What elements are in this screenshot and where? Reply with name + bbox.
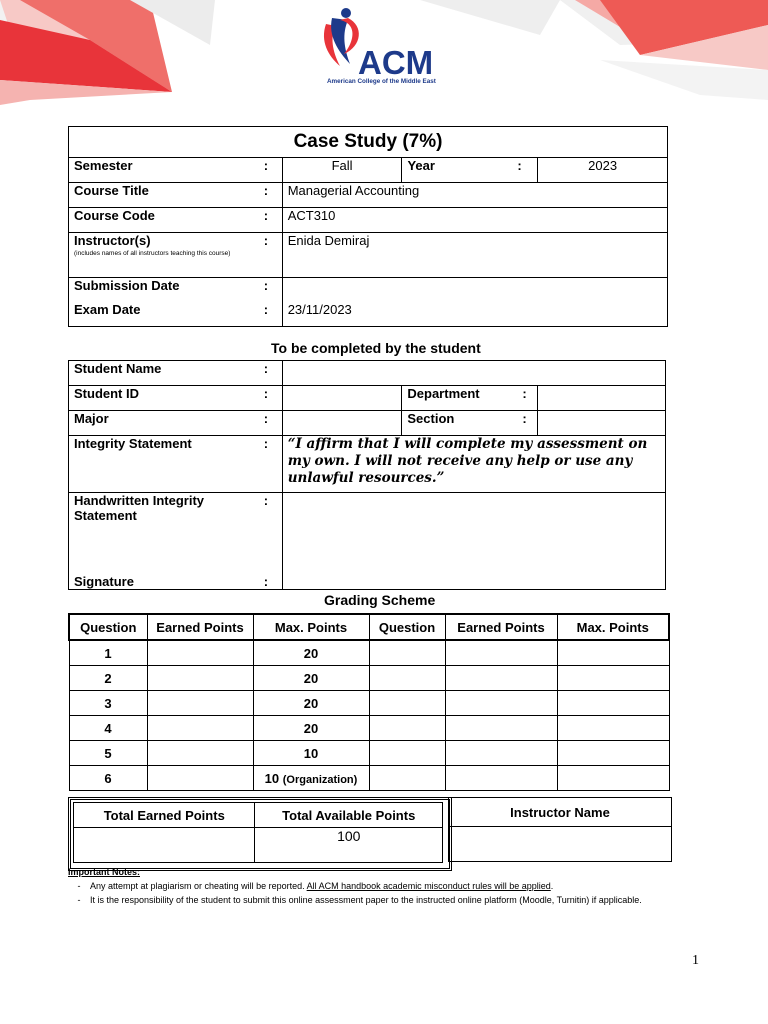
department-field[interactable]	[538, 386, 666, 411]
question-number	[369, 741, 445, 766]
colon: :	[250, 411, 282, 436]
colon: :	[263, 493, 269, 508]
integrity-statement: “I affirm that I will complete my assessment on my own. I will not receive any help or use any unlawful resources.”	[282, 436, 665, 493]
list-item	[68, 880, 708, 892]
important-notes	[68, 866, 708, 906]
student-info-table	[68, 360, 666, 590]
earned-field[interactable]	[147, 716, 253, 741]
colon: :	[512, 386, 538, 411]
earned-field[interactable]	[445, 716, 557, 741]
submission-label: Submission Date	[69, 278, 251, 303]
header-earned: Earned Points	[445, 614, 557, 640]
header-max: Max. Points	[253, 614, 369, 640]
max-points: 10	[264, 770, 280, 786]
page-title: Case Study (7%)	[69, 127, 668, 158]
colon: :	[250, 233, 282, 278]
colon: :	[512, 411, 538, 436]
handwritten-label: Handwritten Integrity Statement	[74, 493, 205, 523]
earned-field[interactable]	[147, 741, 253, 766]
colon: :	[250, 158, 282, 183]
exam-label: Exam Date	[69, 302, 251, 327]
signature-label: Signature	[74, 574, 134, 589]
max-points: 20	[253, 666, 369, 691]
handwritten-signature-field[interactable]	[282, 493, 665, 590]
header-question: Question	[369, 614, 445, 640]
note-text: It is the responsibility of the student to submit this online assessment paper to the instructed online platform (Moodle, Turnitin) if applicable.	[90, 895, 642, 905]
table-row	[69, 666, 669, 691]
question-number: 2	[69, 666, 147, 691]
colon: :	[250, 302, 282, 327]
year-label: Year	[402, 158, 502, 183]
note-text-tail: .	[550, 881, 554, 891]
question-number	[369, 640, 445, 666]
max-points	[557, 691, 669, 716]
table-row	[69, 766, 669, 791]
earned-field[interactable]	[147, 691, 253, 716]
header-max: Max. Points	[557, 614, 669, 640]
earned-field[interactable]	[445, 640, 557, 666]
section-label: Section	[402, 411, 512, 436]
handwritten-cell	[69, 493, 251, 590]
table-row	[69, 640, 669, 666]
colon: :	[250, 361, 282, 386]
student-section-heading: To be completed by the student	[271, 340, 481, 356]
header-question: Question	[69, 614, 147, 640]
total-earned-field[interactable]	[74, 828, 255, 863]
totals-box	[68, 797, 452, 871]
max-points: 20	[253, 716, 369, 741]
table-row	[69, 691, 669, 716]
max-points	[557, 766, 669, 791]
submission-value[interactable]	[282, 278, 667, 303]
logo-subtext: American College of the Middle East	[327, 78, 436, 85]
course-code-value: ACT310	[282, 208, 667, 233]
major-label: Major	[69, 411, 251, 436]
section-field[interactable]	[538, 411, 666, 436]
colon: :	[250, 386, 282, 411]
colon: :	[250, 436, 282, 493]
integrity-label: Integrity Statement	[69, 436, 251, 493]
bullet-dash: -	[77, 881, 81, 891]
year-value: 2023	[538, 158, 668, 183]
max-points-note: (Organization)	[282, 773, 358, 786]
colon: :	[250, 183, 282, 208]
grading-table	[68, 613, 670, 791]
note-text	[90, 880, 553, 892]
earned-field[interactable]	[445, 691, 557, 716]
total-earned-label: Total Earned Points	[74, 803, 255, 828]
question-number: 6	[69, 766, 147, 791]
exam-value: 23/11/2023	[282, 302, 667, 327]
max-points	[557, 716, 669, 741]
total-available-label: Total Available Points	[255, 803, 443, 828]
max-points-cell	[253, 766, 369, 791]
totals-table	[73, 802, 443, 863]
colon: :	[263, 574, 269, 589]
colon-cell	[250, 493, 282, 590]
student-name-field[interactable]	[282, 361, 665, 386]
total-available-value: 100	[255, 828, 443, 863]
semester-value: Fall	[282, 158, 402, 183]
note-text-part: Any attempt at plagiarism or cheating will be reported.	[90, 881, 307, 891]
earned-field[interactable]	[147, 640, 253, 666]
question-number	[369, 766, 445, 791]
colon: :	[502, 158, 538, 183]
instructor-name-field[interactable]	[449, 827, 672, 862]
instructor-cell	[69, 233, 251, 278]
colon: :	[250, 278, 282, 303]
earned-field[interactable]	[445, 666, 557, 691]
instructor-name-table	[448, 797, 672, 862]
question-number: 1	[69, 640, 147, 666]
course-title-value: Managerial Accounting	[282, 183, 667, 208]
note-text-underlined: All ACM handbook academic misconduct rules will be applied	[306, 881, 551, 891]
course-title-label: Course Title	[69, 183, 251, 208]
question-number	[369, 691, 445, 716]
department-label: Department	[402, 386, 512, 411]
instructor-note: (includes names of all instructors teaching this course)	[74, 250, 231, 257]
student-id-field[interactable]	[282, 386, 402, 411]
max-points	[557, 741, 669, 766]
course-code-label: Course Code	[69, 208, 251, 233]
bullet-dash: -	[77, 895, 81, 905]
logo-text: ACM	[358, 44, 434, 81]
colon: :	[250, 208, 282, 233]
course-info-table	[68, 126, 668, 327]
header-earned: Earned Points	[147, 614, 253, 640]
table-row	[69, 741, 669, 766]
instructor-name-label: Instructor Name	[449, 798, 672, 827]
list-item	[68, 894, 708, 906]
question-number: 4	[69, 716, 147, 741]
question-number	[369, 666, 445, 691]
max-points: 20	[253, 640, 369, 666]
major-field[interactable]	[282, 411, 402, 436]
page-number: 1	[692, 953, 699, 968]
notes-title: Important Notes:	[68, 867, 140, 877]
earned-field[interactable]	[147, 666, 253, 691]
student-name-label: Student Name	[69, 361, 251, 386]
question-number: 5	[69, 741, 147, 766]
max-points	[557, 640, 669, 666]
question-number: 3	[69, 691, 147, 716]
max-points: 20	[253, 691, 369, 716]
table-row	[69, 716, 669, 741]
instructor-value: Enida Demiraj	[282, 233, 667, 278]
grading-heading: Grading Scheme	[324, 592, 436, 608]
earned-field[interactable]	[445, 766, 557, 791]
student-id-label: Student ID	[69, 386, 251, 411]
earned-field[interactable]	[445, 741, 557, 766]
instructor-label: Instructor(s)	[74, 233, 151, 248]
semester-label: Semester	[69, 158, 251, 183]
earned-field[interactable]	[147, 766, 253, 791]
question-number	[369, 716, 445, 741]
max-points: 10	[253, 741, 369, 766]
max-points	[557, 666, 669, 691]
